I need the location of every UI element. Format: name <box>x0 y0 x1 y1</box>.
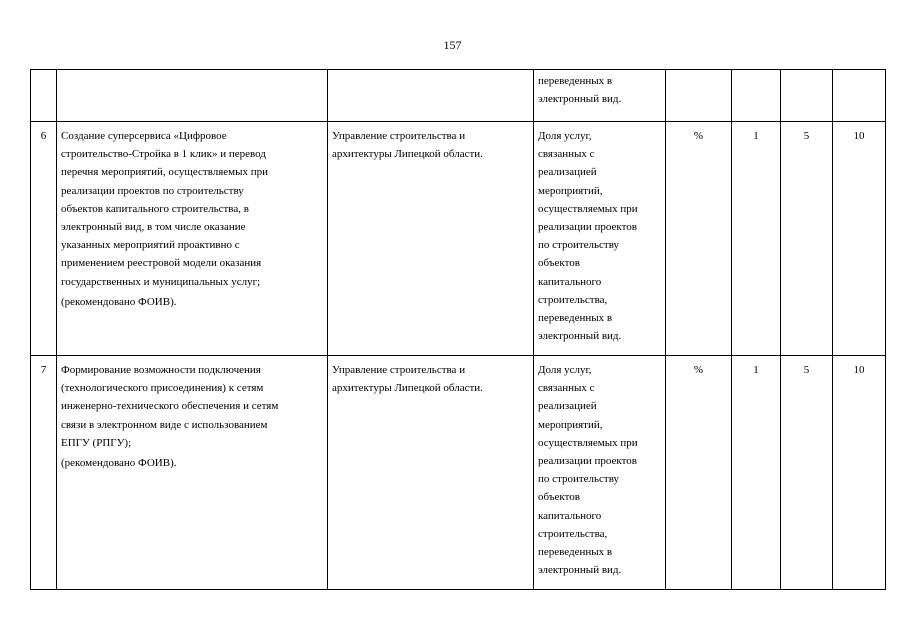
executor-line: архитектуры Липецкой области. <box>332 382 483 395</box>
value-cell-1: 1 <box>732 122 781 356</box>
value-cell-3: 10 <box>833 122 886 356</box>
measure-line: Создание суперсервиса «Цифровое <box>61 130 227 142</box>
measure-line: ЕПГУ (РПГУ); <box>61 436 132 449</box>
table-row-continued <box>31 70 886 122</box>
indicator-line: реализации проектов <box>538 221 637 234</box>
indicator-line: мероприятий, <box>538 184 603 197</box>
value-cell-3: 10 <box>833 356 886 590</box>
executor-cell <box>328 356 534 590</box>
unit-cell: % <box>666 356 732 590</box>
value-cell-1: 1 <box>732 356 781 590</box>
indicator-line: строительства, <box>538 293 608 306</box>
table-row <box>31 356 886 590</box>
executor-line: Управление строительства и <box>332 130 466 142</box>
indicator-cell <box>534 122 666 356</box>
measure-line: Формирование возможности подключения <box>61 364 261 376</box>
indicator-line: Доля услуг, <box>538 130 592 142</box>
measure-line: перечня мероприятий, осуществляемых при <box>61 166 269 179</box>
measure-line: применением реестровой модели оказания <box>61 257 262 270</box>
measures-table <box>30 69 886 590</box>
measure-cell <box>57 356 328 590</box>
indicator-line: объектов <box>538 257 580 270</box>
num-cell <box>31 70 57 122</box>
indicator-line: реализацией <box>538 400 597 413</box>
indicator-line: реализации проектов <box>538 455 637 468</box>
measure-line: государственных и муниципальных услуг; <box>61 275 261 288</box>
table-row <box>31 122 886 356</box>
indicator-cell <box>534 70 666 122</box>
indicator-line: электронный вид. <box>538 93 622 106</box>
measure-line: указанных мероприятий проактивно с <box>61 239 240 252</box>
page-number: 157 <box>443 38 462 52</box>
executor-cell <box>328 70 534 122</box>
measure-line: объектов капитального строительства, в <box>61 202 249 215</box>
indicator-cell <box>534 356 666 590</box>
indicator-line: электронный вид. <box>538 330 622 343</box>
indicator-line: связанных с <box>538 382 595 395</box>
unit-cell <box>666 70 732 122</box>
measure-line: строительство-Стройка в 1 клик» и перевод <box>61 148 266 161</box>
indicator-line: строительства, <box>538 527 608 540</box>
indicator-line: мероприятий, <box>538 418 603 431</box>
indicator-line: капитального <box>538 275 602 288</box>
measure-line: инженерно-технического обеспечения и сетям <box>61 400 279 413</box>
indicator-line: Доля услуг, <box>538 364 592 376</box>
indicator-line: по строительству <box>538 473 620 486</box>
measure-line: реализации проектов по строительству <box>61 184 244 197</box>
measure-note: (рекомендовано ФОИВ). <box>61 295 177 308</box>
value-cell-2: 5 <box>781 356 833 590</box>
row-number: 7 <box>31 356 57 590</box>
measure-line: (технологического присоединения) к сетям <box>61 382 264 395</box>
value-cell <box>833 70 886 122</box>
row-number: 6 <box>31 122 57 356</box>
measure-cell <box>57 122 328 356</box>
indicator-line: связанных с <box>538 148 595 161</box>
indicator-line: по строительству <box>538 239 620 252</box>
indicator-line: осуществляемых при <box>538 436 638 449</box>
value-cell <box>732 70 781 122</box>
indicator-line: электронный вид. <box>538 564 622 577</box>
executor-line: Управление строительства и <box>332 364 466 376</box>
indicator-line: переведенных в <box>538 75 613 87</box>
measure-note: (рекомендовано ФОИВ). <box>61 457 177 470</box>
indicator-line: осуществляемых при <box>538 202 638 215</box>
value-cell-2: 5 <box>781 122 833 356</box>
executor-line: архитектуры Липецкой области. <box>332 148 483 161</box>
indicator-line: капитального <box>538 509 602 522</box>
indicator-line: переведенных в <box>538 546 613 559</box>
executor-cell <box>328 122 534 356</box>
indicator-line: переведенных в <box>538 312 613 325</box>
unit-cell: % <box>666 122 732 356</box>
measure-line: электронный вид, в том числе оказание <box>61 221 246 234</box>
measure-line: связи в электронном виде с использованием <box>61 418 268 431</box>
value-cell <box>781 70 833 122</box>
indicator-line: реализацией <box>538 166 597 179</box>
measure-cell <box>57 70 328 122</box>
indicator-line: объектов <box>538 491 580 504</box>
